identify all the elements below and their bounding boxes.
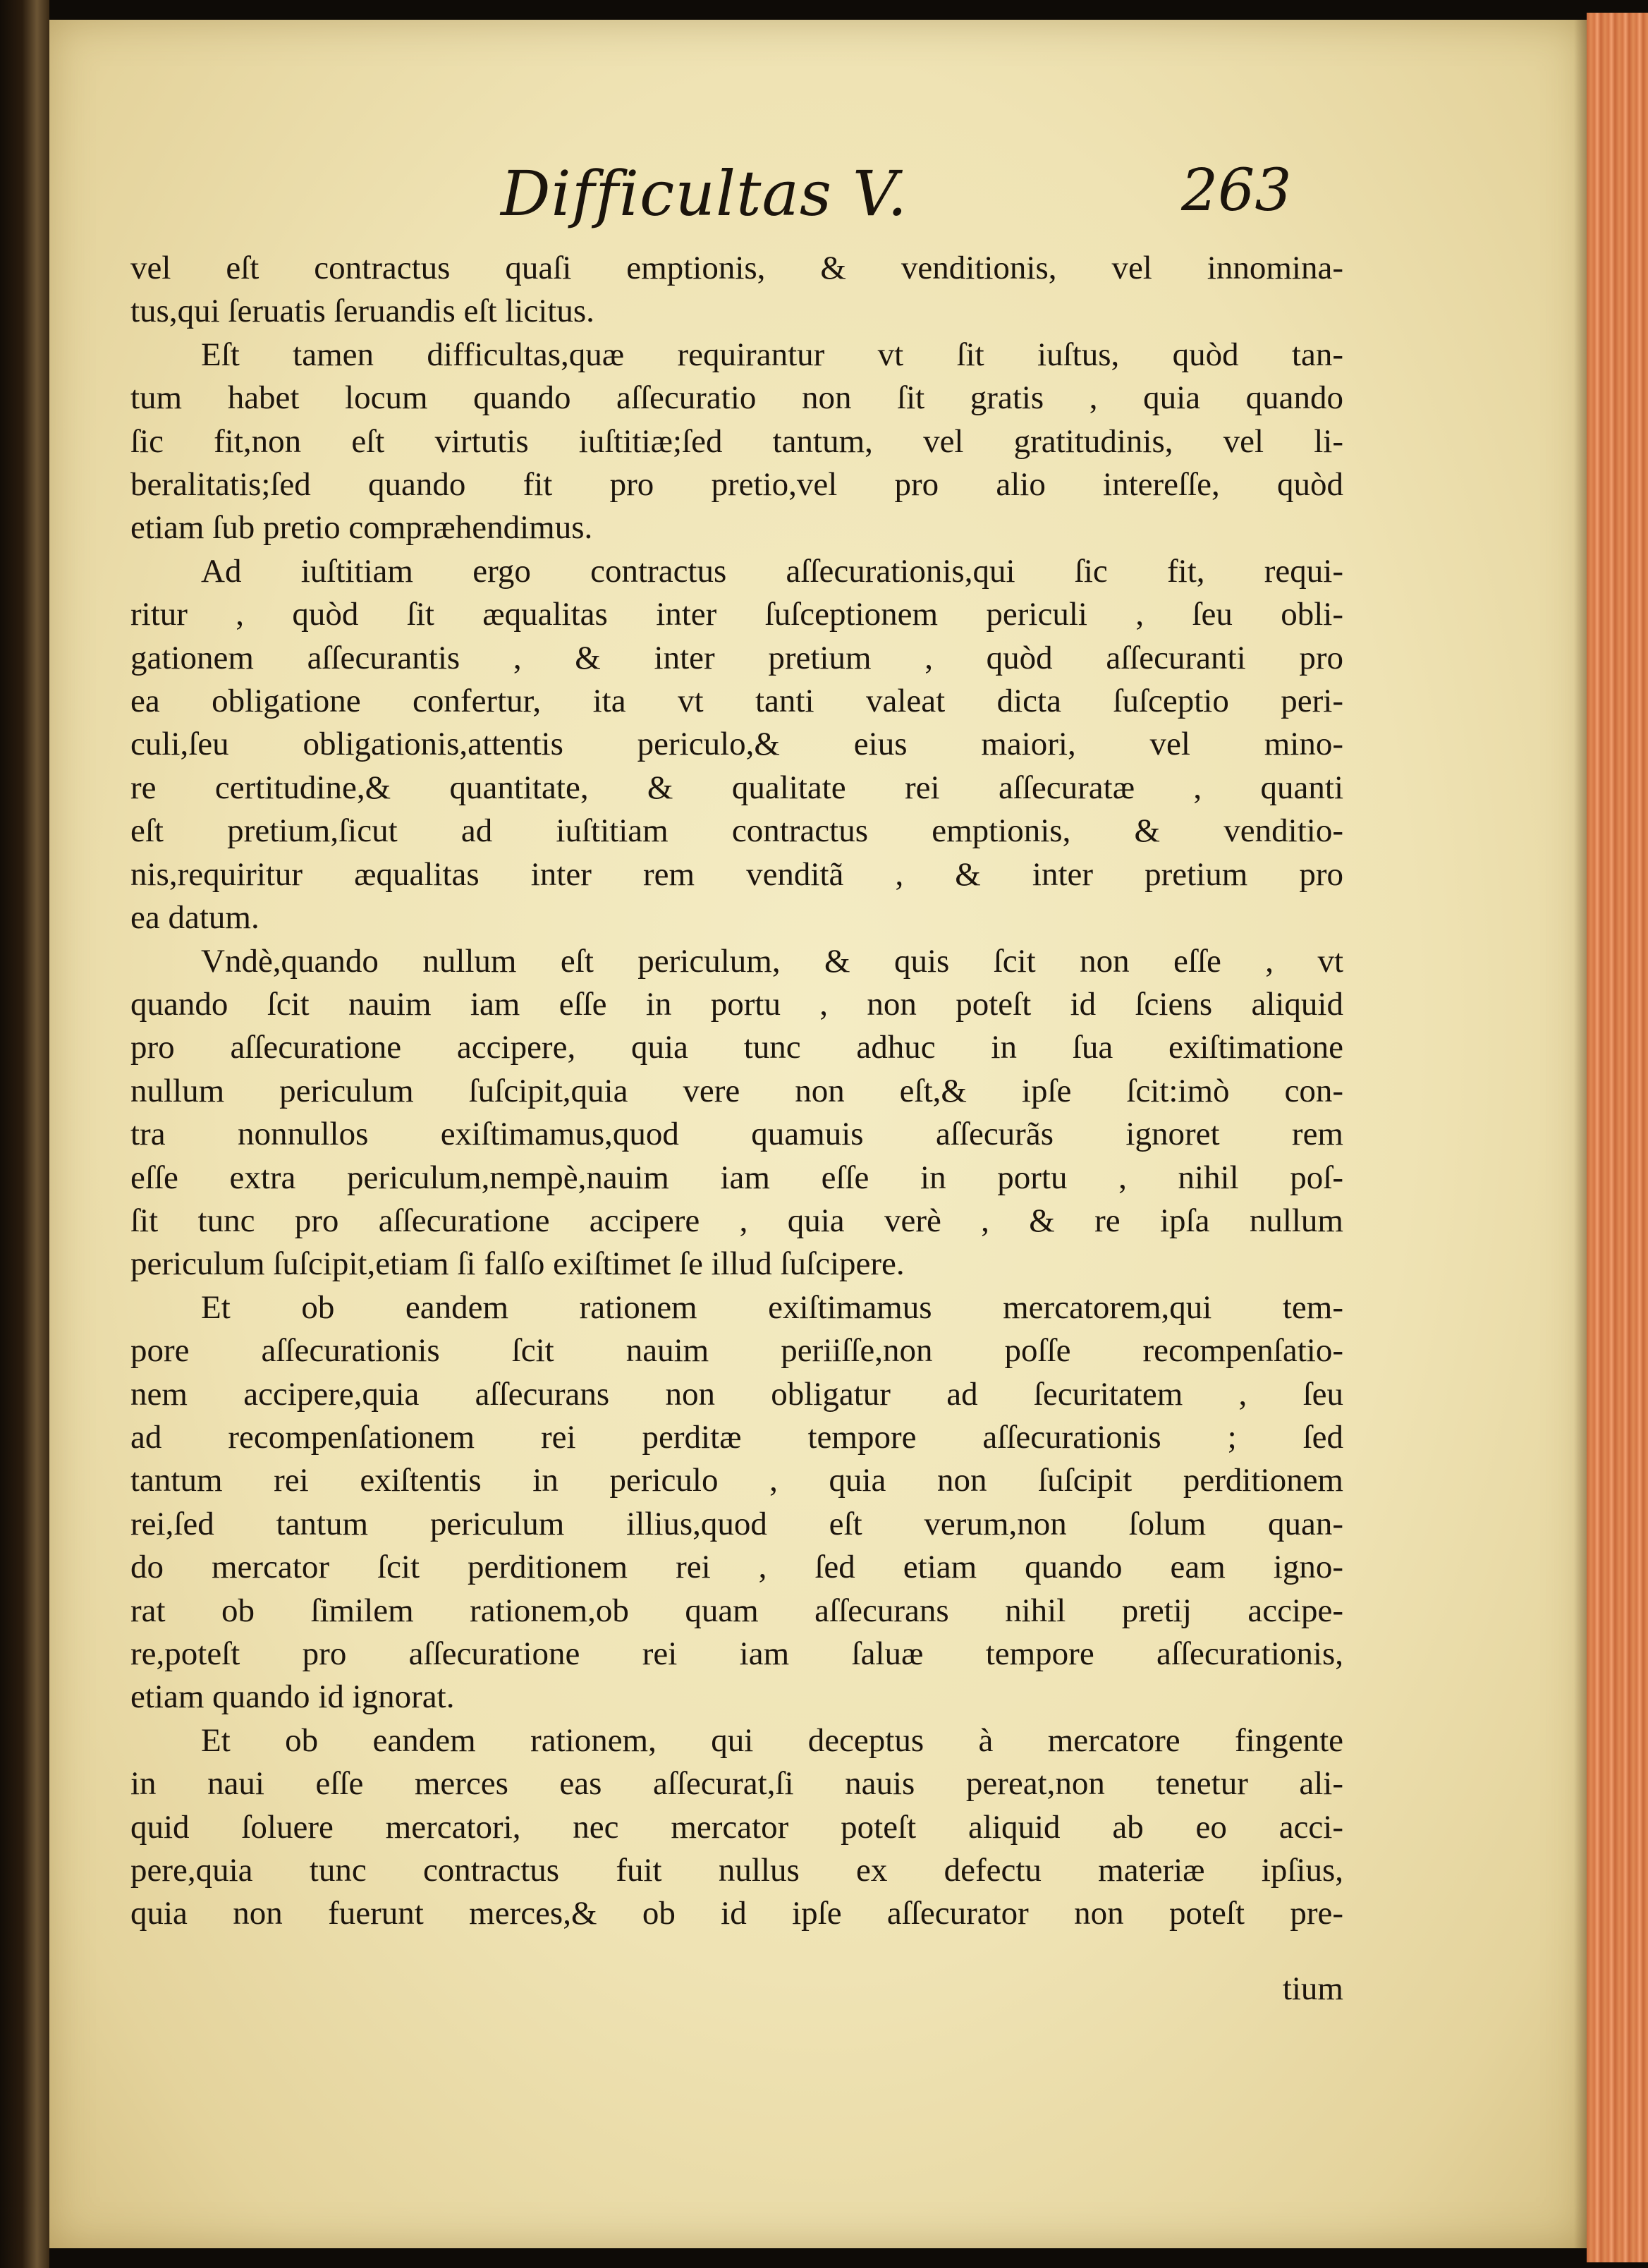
text-line: pere,quia tunc contractus fuit nullus ex defectu materiæ ipſius, bbox=[130, 1852, 1343, 1889]
text-line: ea obligatione confertur, ita vt tanti valeat dicta ſuſceptio peri- bbox=[130, 683, 1343, 720]
text-line: Et ob eandem rationem, qui deceptus à mercatore fingente bbox=[201, 1721, 1343, 1759]
text-line: pore aſſecurationis ſcit nauim periiſſe,non poſſe recompenſatio- bbox=[130, 1332, 1343, 1370]
catchword: tium bbox=[1282, 1970, 1343, 2007]
book-fore-edge bbox=[1587, 13, 1648, 2262]
text-line: in naui eſſe merces eas aſſecurat,ſi nauis pereat,non tenetur ali- bbox=[130, 1765, 1343, 1803]
text-line: etiam ſub pretio compræhendimus. bbox=[130, 509, 593, 547]
book-page bbox=[49, 20, 1587, 2248]
text-line: gationem aſſecurantis , & inter pretium , quòd aſſecuranti pro bbox=[130, 639, 1343, 676]
text-line: Ad iuſtitiam ergo contractus aſſecurationis,qui ſic fit, requi- bbox=[201, 552, 1343, 590]
text-line: quia non fuerunt merces,& ob id ipſe aſſecurator non poteſt pre- bbox=[130, 1895, 1343, 1932]
text-line: ritur , quòd ſit æqualitas inter ſuſceptionem periculi , ſeu obli- bbox=[130, 596, 1343, 633]
text-line: quid ſoluere mercatori, nec mercator poteſt aliquid ab eo acci- bbox=[130, 1808, 1343, 1846]
text-line: Vndè,quando nullum eſt periculum, & quis ſcit non eſſe , vt bbox=[201, 942, 1343, 980]
text-line: etiam quando id ignorat. bbox=[130, 1678, 455, 1716]
text-line: nis,requiritur æqualitas inter rem venditã , & inter pretium pro bbox=[130, 855, 1343, 893]
text-line: tantum rei exiſtentis in periculo , quia non ſuſcipit perditionem bbox=[130, 1462, 1343, 1499]
body-text bbox=[130, 247, 1343, 1936]
text-line: rat ob ſimilem rationem,ob quam aſſecurans nihil pretij accipe- bbox=[130, 1592, 1343, 1629]
text-line: do mercator ſcit perditionem rei , ſed etiam quando eam igno- bbox=[130, 1549, 1343, 1586]
text-line: quando ſcit nauim iam eſſe in portu , non poteſt id ſciens aliquid bbox=[130, 985, 1343, 1023]
text-line: tra nonnullos exiſtimamus,quod quamuis aſſecurãs ignoret rem bbox=[130, 1116, 1343, 1153]
page-header bbox=[49, 157, 1587, 235]
text-line: nem accipere,quia aſſecurans non obligatur ad ſecuritatem , ſeu bbox=[130, 1375, 1343, 1413]
text-line: vel eſt contractus quaſi emptionis, & venditionis, vel innomina- bbox=[130, 250, 1343, 286]
text-line: periculum ſuſcipit,etiam ſi falſo exiſtimet ſe illud ſuſcipere. bbox=[130, 1245, 905, 1283]
running-head: Difficultas V. bbox=[501, 157, 908, 230]
page-number: 263 bbox=[1181, 157, 1292, 224]
text-line: rei,ſed tantum periculum illius,quod eſt verum,non ſolum quan- bbox=[130, 1505, 1343, 1542]
text-line: ad recompenſationem rei perditæ tempore aſſecurationis ; ſed bbox=[130, 1418, 1343, 1456]
text-line: nullum periculum ſuſcipit,quia vere non eſt,& ipſe ſcit:imò con- bbox=[130, 1072, 1343, 1109]
text-line: Et ob eandem rationem exiſtimamus mercatorem,qui tem- bbox=[201, 1288, 1343, 1326]
text-line: eſt pretium,ſicut ad iuſtitiam contractus emptionis, & venditio- bbox=[130, 812, 1343, 850]
text-line: culi,ſeu obligationis,attentis periculo,& eius maiori, vel mino- bbox=[130, 726, 1343, 763]
text-line: eſſe extra periculum,nempè,nauim iam eſſe in portu , nihil poſ- bbox=[130, 1159, 1343, 1196]
text-line: tum habet locum quando aſſecuratio non ſit gratis , quia quando bbox=[130, 379, 1343, 417]
text-line: tus,qui ſeruatis ſeruandis eſt licitus. bbox=[130, 293, 594, 330]
text-line: pro aſſecuratione accipere, quia tunc adhuc in ſua exiſtimatione bbox=[130, 1029, 1343, 1066]
book-binding-edge bbox=[0, 0, 49, 2268]
text-line: ea datum. bbox=[130, 899, 260, 937]
text-line: ſic fit,non eſt virtutis iuſtitiæ;ſed tantum, vel gratitudinis, vel li- bbox=[130, 422, 1343, 460]
text-line: re certitudine,& quantitate, & qualitate rei aſſecuratæ , quanti bbox=[130, 769, 1343, 806]
text-line: beralitatis;ſed quando fit pro pretio,vel pro alio intereſſe, quòd bbox=[130, 466, 1343, 504]
text-line: ſit tunc pro aſſecuratione accipere , quia verè , & re ipſa nullum bbox=[130, 1202, 1343, 1239]
text-line: re,poteſt pro aſſecuratione rei iam ſaluæ tempore aſſecurationis, bbox=[130, 1635, 1343, 1672]
text-line: Eſt tamen difficultas,quæ requirantur vt ſit iuſtus, quòd tan- bbox=[201, 336, 1343, 373]
